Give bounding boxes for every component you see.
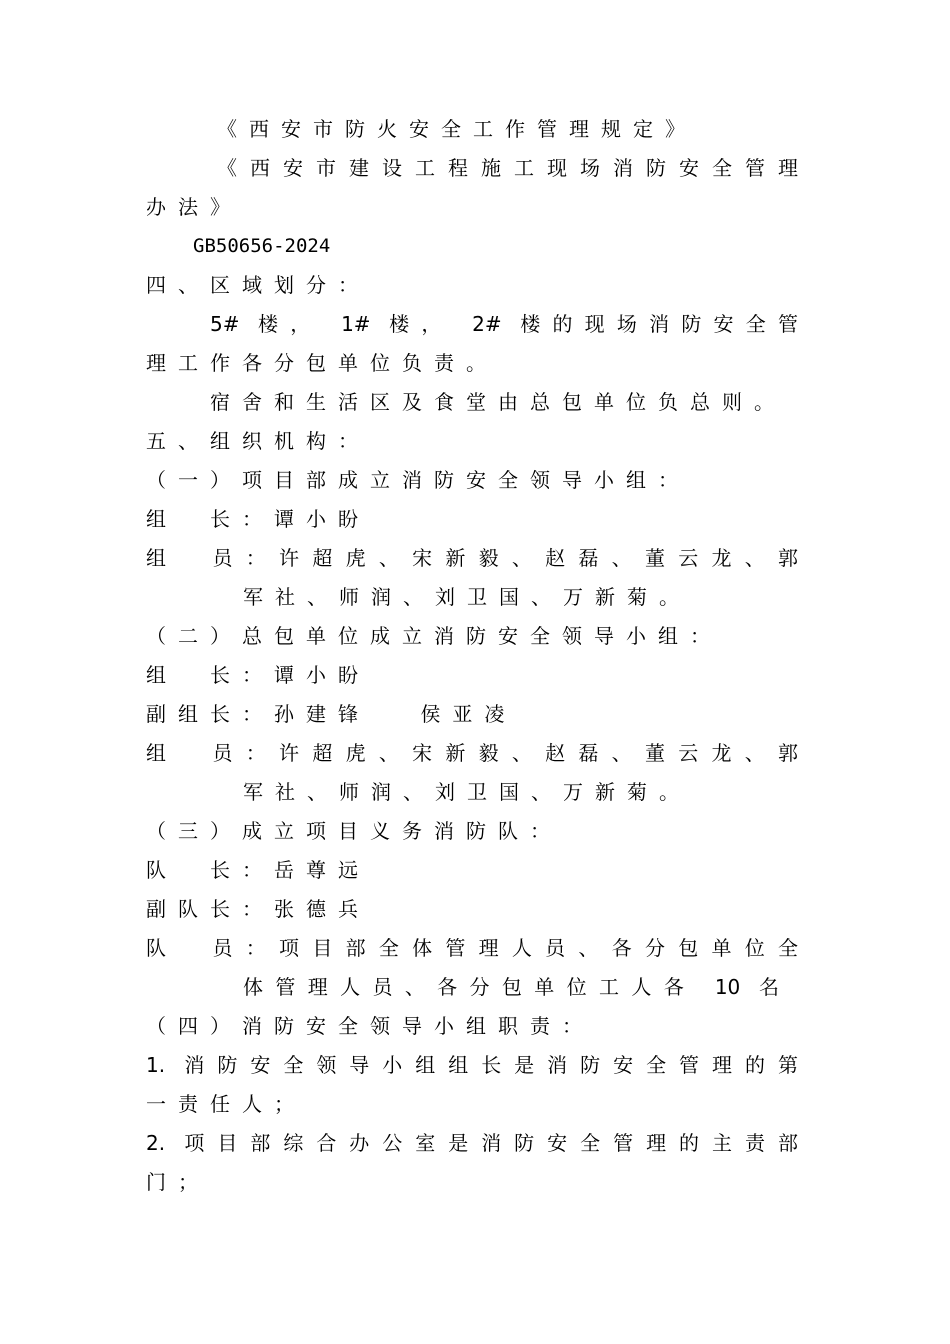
doc-line-duty-1-cont: 一责任人； <box>146 1092 306 1116</box>
doc-line-zoning-1-cont: 理工作各分包单位负责。 <box>146 351 498 375</box>
doc-line-regulation-2: 《西安市建设工程施工现场消防安全管理 <box>217 156 798 180</box>
doc-line-zoning-2: 宿舍和生活区及食堂由总包单位负总则。 <box>210 390 786 414</box>
doc-line-duty-2: 2. 项目部综合办公室是消防安全管理的主责部 <box>146 1131 798 1155</box>
doc-line-brigade-members-cont: 体管理人员、各分包单位工人各 10 名 <box>243 975 779 999</box>
doc-line-brigade-deputy: 副队长：张德兵 <box>146 897 370 921</box>
doc-line-contractor-members: 组 员：许超虎、宋新毅、赵磊、董云龙、郭 <box>146 741 798 765</box>
section-heading-organization: 五、组织机构： <box>146 429 370 453</box>
doc-line-group-members: 组 员：许超虎、宋新毅、赵磊、董云龙、郭 <box>146 546 798 570</box>
doc-line-brigade-captain: 队 长：岳尊远 <box>146 858 370 882</box>
doc-line-brigade-members: 队 员：项目部全体管理人员、各分包单位全 <box>146 936 798 960</box>
section-heading-zoning: 四、区域划分： <box>146 273 370 297</box>
doc-line-standard-code: GB50656-2024 <box>193 235 331 257</box>
doc-line-group-members-cont: 军社、师润、刘卫国、万新菊。 <box>243 585 691 609</box>
doc-line-group-leader: 组 长：谭小盼 <box>146 507 370 531</box>
doc-line-duty-1: 1. 消防安全领导小组组长是消防安全管理的第 <box>146 1053 798 1077</box>
doc-line-regulation-2-cont: 办法》 <box>146 195 242 219</box>
doc-line-duty-2-cont: 门； <box>146 1170 210 1194</box>
doc-line-contractor-members-cont: 军社、师润、刘卫国、万新菊。 <box>243 780 691 804</box>
doc-line-zoning-1: 5# 楼， 1# 楼， 2# 楼的现场消防安全管 <box>210 312 798 336</box>
doc-line-contractor-deputy: 副组长：孙建锋 侯亚凌 <box>146 702 517 726</box>
doc-line-contractor-leader: 组 长：谭小盼 <box>146 663 370 687</box>
subheading-contractor-group: （二）总包单位成立消防安全领导小组： <box>146 624 722 648</box>
subheading-group-duties: （四）消防安全领导小组职责： <box>146 1014 594 1038</box>
subheading-project-group: （一）项目部成立消防安全领导小组： <box>146 468 690 492</box>
doc-line-regulation-1: 《西安市防火安全工作管理规定》 <box>217 117 697 141</box>
subheading-fire-brigade: （三）成立项目义务消防队： <box>146 819 562 843</box>
